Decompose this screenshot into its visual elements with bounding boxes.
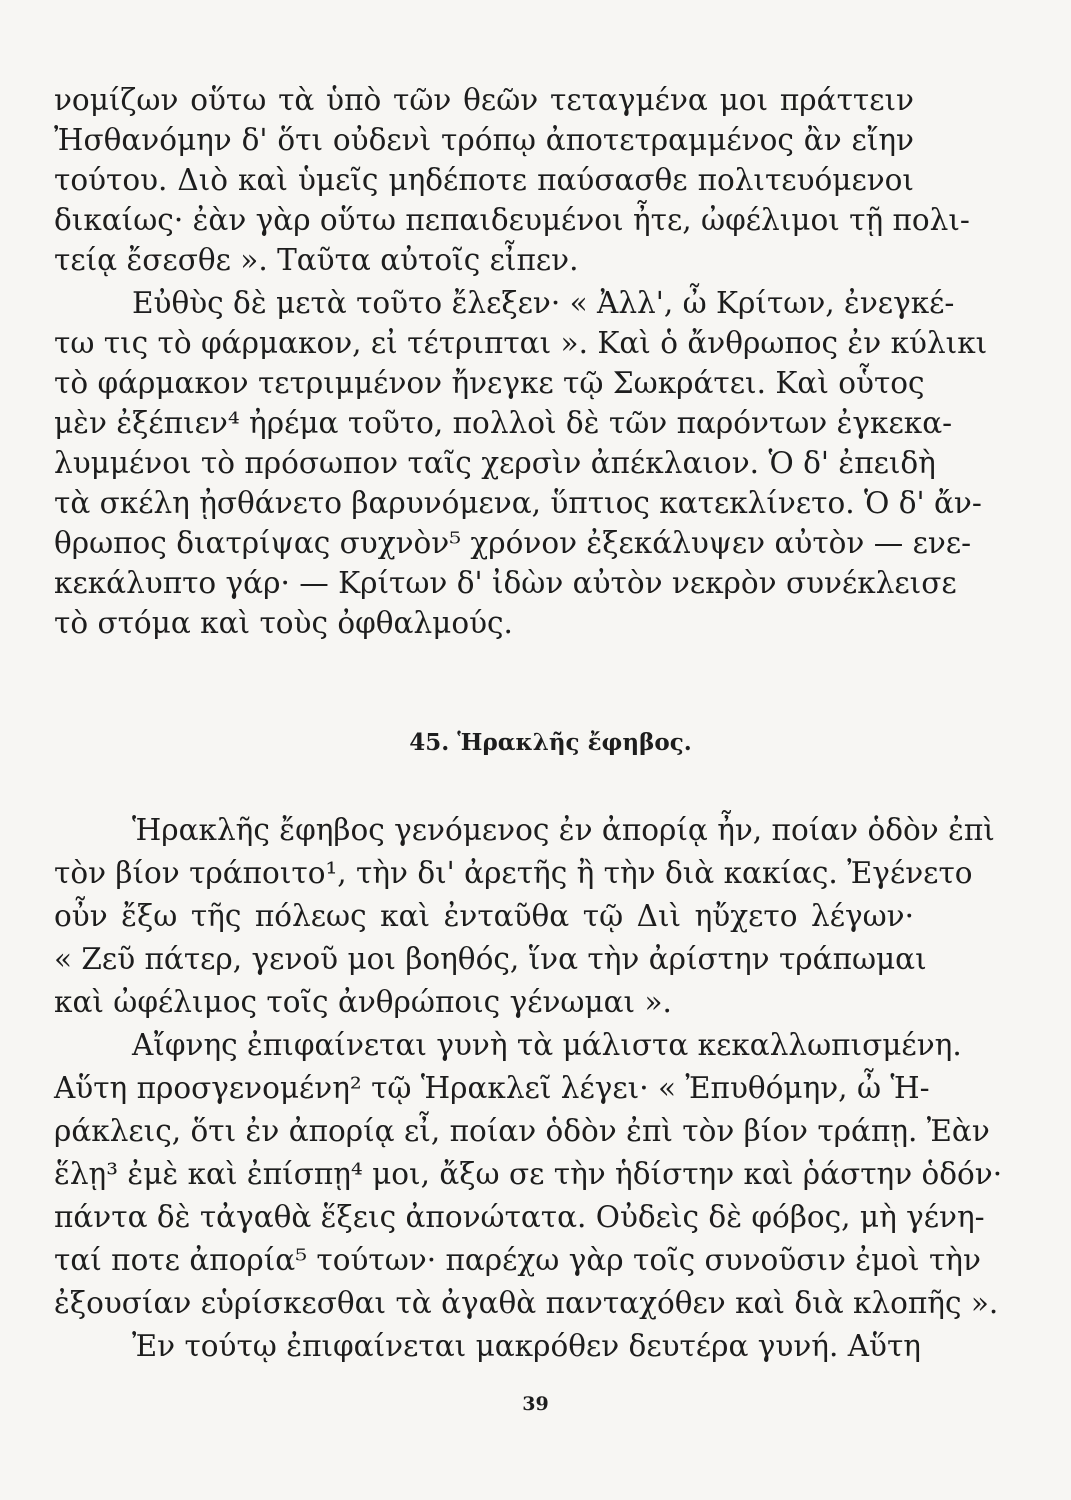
text-line: τὸ στόμα καὶ τοὺς ὀφθαλμούς. [54, 606, 513, 640]
text-line: λυμμένοι τὸ πρόσωπον ταῖς χερσὶν ἀπέκλαιον. Ὁ δ' ἐπειδὴ [54, 446, 936, 480]
page-number: 39 [522, 1393, 549, 1415]
text-line: Ἐν τούτῳ ἐπιφαίνεται μακρόθεν δευτέρα γυνή. Αὕτη [132, 1329, 921, 1363]
text-line: κεκάλυπτο γάρ· — Κρίτων δ' ἰδὼν αὐτὸν νεκρὸν συνέκλεισε [54, 566, 957, 600]
text-line: νομίζων οὕτω τὰ ὑπὸ τῶν θεῶν τεταγμένα μοι πράττειν [54, 83, 914, 117]
text-line: Αἴφνης ἐπιφαίνεται γυνὴ τὰ μάλιστα κεκαλλωπισμένη. [132, 1028, 962, 1062]
text-line: Ἡρακλῆς ἔφηβος γενόμενος ἐν ἀπορίᾳ ἦν, ποίαν ὁδὸν ἐπὶ [132, 813, 995, 847]
text-line: δικαίως· ἐὰν γὰρ οὕτω πεπαιδευμένοι ἦτε, ὠφέλιμοι τῇ πολι- [54, 203, 970, 237]
text-line: τω τις τὸ φάρμακον, εἰ τέτριπται ». Καὶ ὁ ἄνθρωπος ἐν κύλικι [54, 326, 988, 360]
text-line: Εὐθὺς δὲ μετὰ τοῦτο ἔλεξεν· « Ἀλλ', ὦ Κρίτων, ἐνεγκέ- [132, 286, 955, 320]
text-line: οὖν ἔξω τῆς πόλεως καὶ ἐνταῦθα τῷ Διὶ ηὔχετο λέγων· [54, 899, 914, 933]
text-line: μὲν ἐξέπιεν⁴ ἠρέμα τοῦτο, πολλοὶ δὲ τῶν παρόντων ἐγκεκα- [54, 406, 953, 440]
text-line: τείᾳ ἔσεσθε ». Ταῦτα αὐτοῖς εἶπεν. [54, 243, 579, 277]
section-heading: 45. Ἡρακλῆς ἔφηβος. [409, 729, 692, 756]
text-line: ταί ποτε ἀπορία⁵ τούτων· παρέχω γὰρ τοῖς συνοῦσιν ἐμοὶ τὴν [54, 1243, 981, 1277]
text-line: ἐξουσίαν εὑρίσκεσθαι τὰ ἀγαθὰ πανταχόθεν καὶ διὰ κλοπῆς ». [54, 1286, 999, 1320]
text-line: θρωπος διατρίψας συχνὸν⁵ χρόνον ἐξεκάλυψεν αὐτὸν — ενε- [54, 526, 972, 560]
text-line: τὸ φάρμακον τετριμμένον ἤνεγκε τῷ Σωκράτει. Καὶ οὗτος [54, 366, 925, 400]
text-line: τὸν βίον τράποιτο¹, τὴν δι' ἀρετῆς ἢ τὴν διὰ κακίας. Ἐγένετο [54, 856, 973, 890]
text-line: τὰ σκέλη ᾐσθάνετο βαρυνόμενα, ὕπτιος κατεκλίνετο. Ὁ δ' ἄν- [54, 486, 982, 520]
text-line: ράκλεις, ὅτι ἐν ἀπορίᾳ εἶ, ποίαν ὁδὸν ἐπὶ τὸν βίον τράπῃ. Ἐὰν [54, 1114, 990, 1148]
text-line: καὶ ὠφέλιμος τοῖς ἀνθρώποις γένωμαι ». [54, 985, 672, 1019]
text-line: Ἠσθανόμην δ' ὅτι οὐδενὶ τρόπῳ ἀποτετραμμένος ἂν εἴην [54, 123, 914, 157]
text-line: « Ζεῦ πάτερ, γενοῦ μοι βοηθός, ἵνα τὴν ἀρίστην τράπωμαι [54, 942, 927, 976]
text-line: Αὕτη προσγενομένη² τῷ Ἡρακλεῖ λέγει· « Ἐπυθόμην, ὦ Ἡ- [54, 1071, 930, 1105]
text-line: πάντα δὲ τἀγαθὰ ἕξεις ἀπονώτατα. Οὐδεὶς δὲ φόβος, μὴ γένη- [54, 1200, 985, 1234]
text-line: τούτου. Διὸ καὶ ὑμεῖς μηδέποτε παύσασθε πολιτευόμενοι [54, 163, 914, 197]
text-line: ἕλῃ³ ἐμὲ καὶ ἐπίσπῃ⁴ μοι, ἄξω σε τὴν ἡδίστην καὶ ῥάστην ὁδόν· [54, 1157, 1003, 1191]
